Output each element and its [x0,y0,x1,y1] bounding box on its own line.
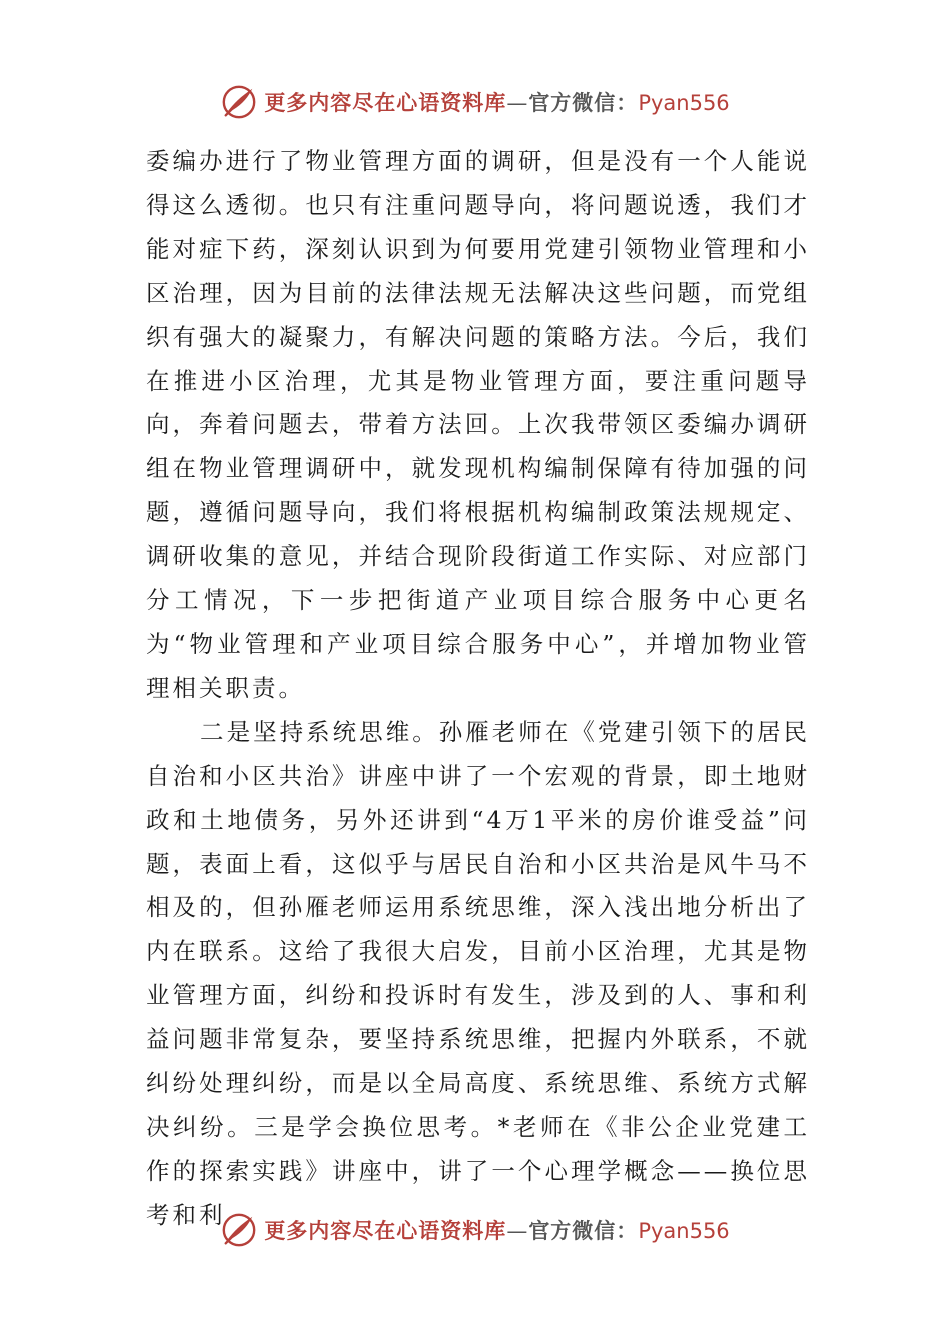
banner-wechat-account: Pyan556 [638,91,730,115]
quill-pen-logo-icon [220,83,258,121]
banner-wechat-account: Pyan556 [638,1219,730,1243]
quill-pen-logo-icon [220,1211,258,1249]
paragraph-continued: 委编办进行了物业管理方面的调研，但是没有一个人能说得这么透彻。也只有注重问题导向，将问题说透，我们才能对症下药，深刻认识到为何要用党建引领物业管理和小区治理，因为目前的法律法规无法解决这些问题，而党组织有强大的凝聚力，有解决问题的策略方法。今后，我们在推进小区治理，尤其是物业管理方面，要注重问题导向，奔着问题去，带着方法回。上次我带领区委编办调研组在物业管理调研中，就发现机构编制保障有待加强的问题，遵循问题导向，我们将根据机构编制政策法规规定、调研收集的意见，并结合现阶段街道工作实际、对应部门分工情况，下一步把街道产业项目综合服务中心更名为“物业管理和产业项目综合服务中心”，并增加物业管理相关职责。 [146,147,810,702]
banner-site-name: 更多内容尽在心语资料库 [264,91,507,115]
paragraph-system-thinking: 二是坚持系统思维。孙雁老师在《党建引领下的居民自治和小区共治》讲座中讲了一个宏观的背景，即土地财政和土地债务，另外还讲到“4万1平米的房价谁受益”问题，表面上看，这似乎与居民自治和小区共治是风牛马不相及的，但孙雁老师运用系统思维，深入浅出地分析出了内在联系。这给了我很大启发，目前小区治理，尤其是物业管理方面，纠纷和投诉时有发生，涉及到的人、事和利益问题非常复杂，要坚持系统思维，把握内外联系，不就纠纷处理纠纷，而是以全局高度、系统思维、系统方式解决纠纷。三是学会换位思考。*老师在《非公企业党建工作的探索实践》讲座中，讲了一个心理学概念——换位思考和利 [146,717,810,1229]
banner-wechat-label: 官方微信： [528,1219,639,1243]
banner-separator: — [506,91,529,115]
banner-separator: — [506,1219,529,1243]
footer-banner [0,1208,950,1252]
banner-text [264,87,729,117]
banner-site-name: 更多内容尽在心语资料库 [264,1219,507,1243]
document-body [146,140,810,1238]
banner-text [264,1215,729,1245]
header-banner [0,80,950,124]
banner-wechat-label: 官方微信： [528,91,639,115]
